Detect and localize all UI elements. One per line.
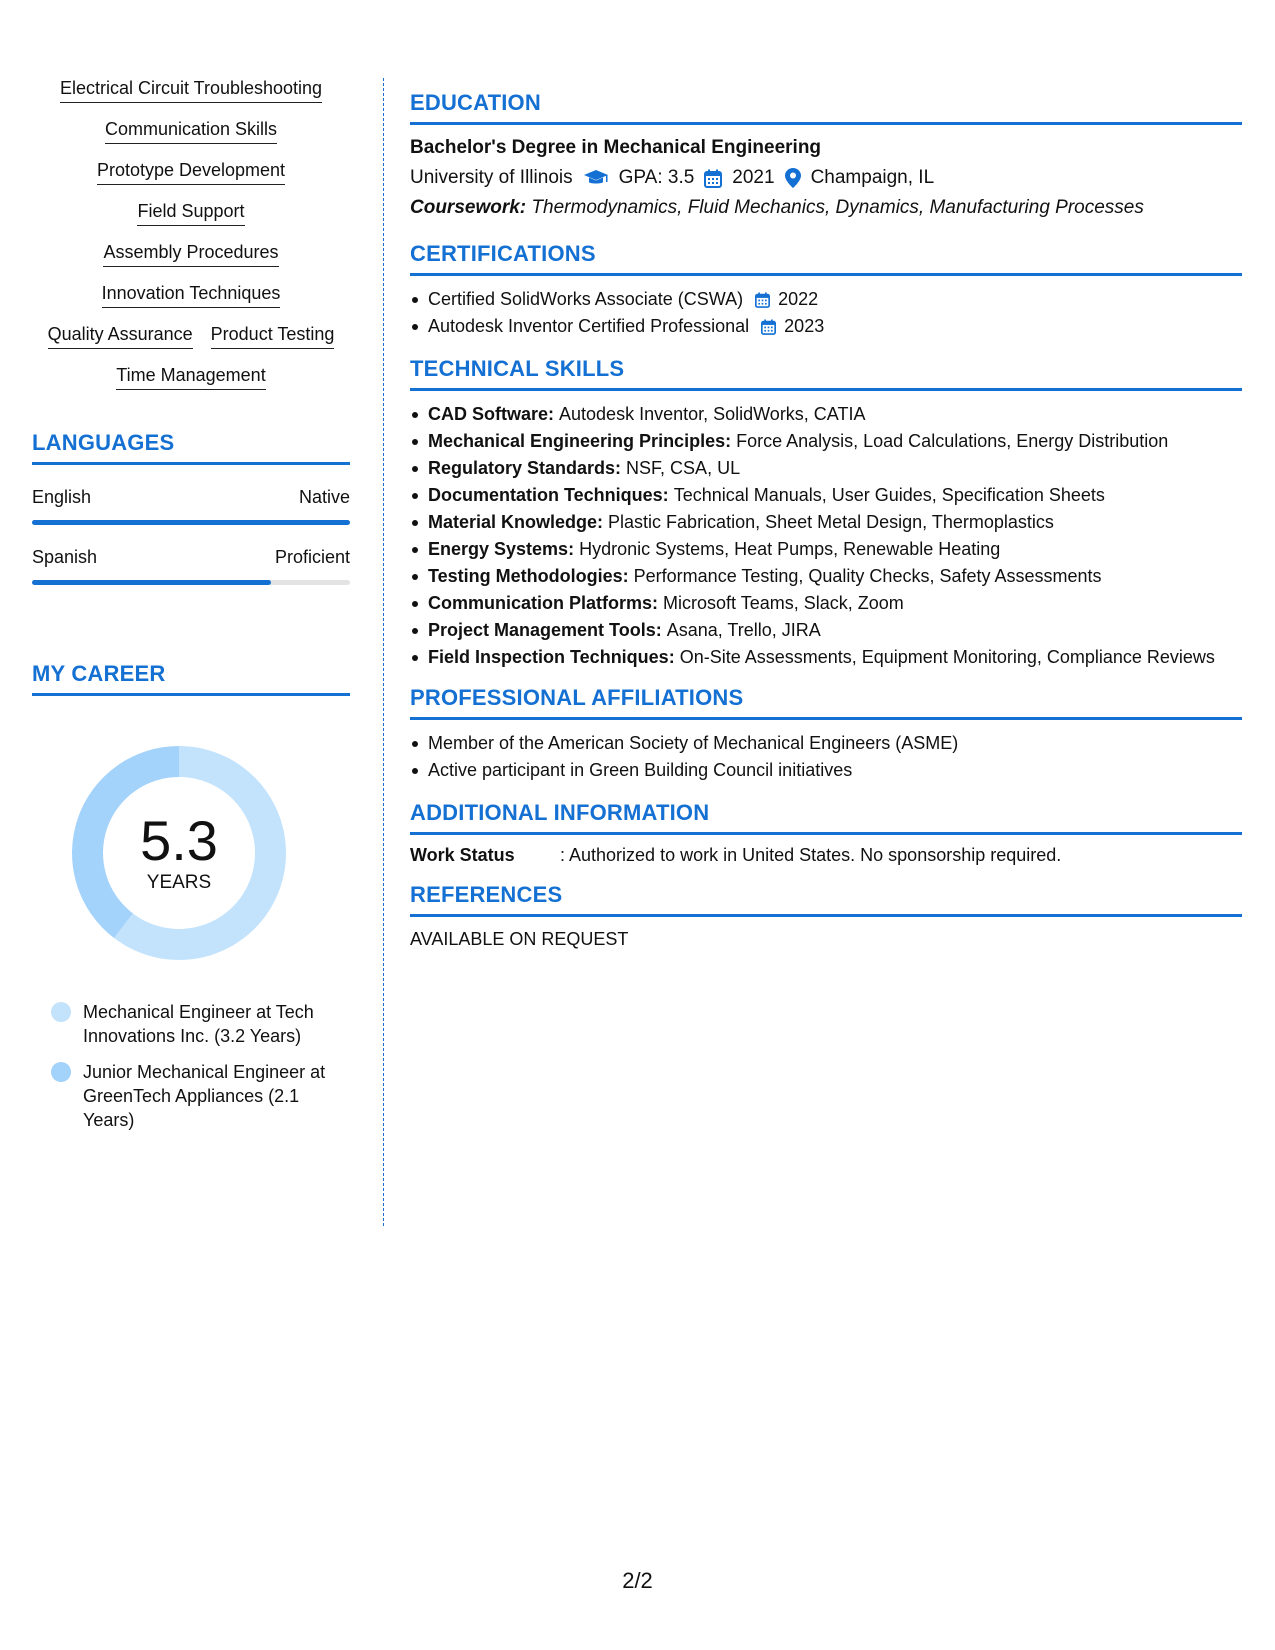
section-rule — [32, 693, 350, 696]
skill-tag: Product Testing — [211, 324, 335, 349]
right-column — [410, 78, 1242, 964]
technical-skill-value: Microsoft Teams, Slack, Zoom — [663, 593, 904, 613]
skills-list — [32, 78, 350, 390]
location-pin-icon — [785, 168, 801, 188]
language-name: Spanish — [32, 547, 98, 567]
skill-row — [32, 324, 350, 349]
legend-item — [51, 1060, 341, 1132]
languages-title: LANGUAGES — [32, 430, 175, 455]
language-proficiency-fill — [32, 580, 271, 585]
language-line — [32, 487, 350, 508]
technical-skill-item — [410, 455, 1242, 482]
technical-skill-item — [410, 509, 1242, 536]
section-rule — [410, 122, 1242, 125]
section-rule — [410, 273, 1242, 276]
certifications-title: CERTIFICATIONS — [410, 241, 596, 266]
language-name: English — [32, 487, 92, 507]
skill-row — [32, 242, 350, 267]
technical-skill-key: Field Inspection Techniques: — [428, 647, 675, 667]
references-text: AVAILABLE ON REQUEST — [410, 929, 629, 949]
education-gpa: GPA: 3.5 — [618, 167, 695, 188]
skill-tag: Communication Skills — [105, 119, 277, 144]
technical-skill-key: Energy Systems: — [428, 539, 575, 559]
certification-item — [410, 286, 1242, 313]
skill-row — [32, 365, 350, 390]
language-proficiency-bar — [32, 520, 350, 525]
career-title: MY CAREER — [32, 661, 166, 686]
education-coursework — [410, 197, 1242, 219]
skill-tag: Innovation Techniques — [102, 283, 281, 308]
certification-year: 2022 — [778, 289, 819, 309]
language-proficiency-fill — [32, 520, 350, 525]
legend-swatch — [51, 1002, 71, 1022]
language-level: Proficient — [274, 547, 350, 567]
education-location: Champaign, IL — [810, 167, 935, 188]
education-school: University of Illinois — [410, 167, 573, 188]
career-legend — [32, 1000, 350, 1132]
skill-tag: Prototype Development — [97, 160, 285, 185]
calendar-icon — [755, 292, 774, 308]
technical-skill-key: Mechanical Engineering Principles: — [428, 431, 732, 451]
skill-tag: Time Management — [116, 365, 265, 390]
technical-skills-section — [410, 356, 1242, 671]
legend-label: Mechanical Engineer at Tech Innovations Inc. (3.2 Years) — [83, 1002, 314, 1046]
technical-skill-key: Material Knowledge: — [428, 512, 604, 532]
technical-skill-item — [410, 536, 1242, 563]
education-section — [410, 90, 1242, 219]
affiliations-list — [410, 730, 1242, 784]
skill-tag: Quality Assurance — [48, 324, 193, 349]
references-section — [410, 882, 1242, 950]
language-line — [32, 547, 350, 568]
certification-date — [755, 286, 818, 313]
coursework-label: Coursework: — [410, 197, 527, 218]
language-level: Native — [298, 487, 350, 507]
technical-skill-key: Project Management Tools: — [428, 620, 662, 640]
section-rule — [410, 717, 1242, 720]
skill-tag: Assembly Procedures — [103, 242, 278, 267]
technical-skill-value: Plastic Fabrication, Sheet Metal Design, Thermoplastics — [608, 512, 1054, 532]
technical-skill-item — [410, 401, 1242, 428]
references-title: REFERENCES — [410, 882, 563, 907]
section-rule — [410, 914, 1242, 917]
legend-item — [51, 1000, 341, 1048]
certification-name: Autodesk Inventor Certified Professional — [428, 316, 750, 336]
certification-year: 2023 — [784, 316, 825, 336]
technical-skill-key: Documentation Techniques: — [428, 485, 669, 505]
technical-skill-value: Autodesk Inventor, SolidWorks, CATIA — [559, 404, 866, 424]
language-item — [32, 487, 350, 525]
career-total-unit: YEARS — [146, 872, 212, 893]
technical-skill-item — [410, 428, 1242, 455]
calendar-icon — [761, 319, 780, 335]
language-proficiency-bar — [32, 580, 350, 585]
technical-skill-value: Performance Testing, Quality Checks, Safety Assessments — [633, 566, 1102, 586]
column-divider — [383, 78, 384, 1226]
career-section — [32, 661, 350, 1132]
certifications-list — [410, 286, 1242, 340]
technical-skill-key: Regulatory Standards: — [428, 458, 622, 478]
graduation-cap-icon — [583, 169, 609, 187]
technical-skill-value: On-Site Assessments, Equipment Monitoring, Compliance Reviews — [679, 647, 1215, 667]
technical-skill-item — [410, 563, 1242, 590]
technical-skill-item — [410, 617, 1242, 644]
technical-skill-key: Communication Platforms: — [428, 593, 659, 613]
section-rule — [410, 832, 1242, 835]
certification-item — [410, 313, 1242, 340]
page-number: 2/2 — [622, 1568, 653, 1593]
education-details — [410, 167, 1242, 189]
technical-skill-value: Technical Manuals, User Guides, Specification Sheets — [673, 485, 1105, 505]
work-status-label: Work Status — [410, 845, 515, 865]
left-column — [32, 78, 350, 1144]
career-total-value: 5.3 — [140, 809, 218, 872]
additional-title: ADDITIONAL INFORMATION — [410, 800, 710, 825]
career-donut-chart — [66, 740, 292, 966]
affiliation-item: Member of the American Society of Mechanical Engineers (ASME) — [410, 730, 1242, 757]
technical-skill-key: Testing Methodologies: — [428, 566, 629, 586]
technical-skill-value: Force Analysis, Load Calculations, Energy Distribution — [736, 431, 1169, 451]
technical-skill-item — [410, 482, 1242, 509]
legend-swatch — [51, 1062, 71, 1082]
skill-row — [32, 160, 350, 185]
languages-section — [32, 430, 350, 585]
affiliations-section — [410, 685, 1242, 784]
languages-list — [32, 487, 350, 585]
technical-skill-item — [410, 590, 1242, 617]
skill-row — [32, 119, 350, 144]
technical-skills-list — [410, 401, 1242, 671]
calendar-icon — [704, 169, 722, 188]
education-degree: Bachelor's Degree in Mechanical Engineering — [410, 137, 822, 158]
legend-label: Junior Mechanical Engineer at GreenTech Appliances (2.1 Years) — [83, 1062, 326, 1130]
certification-date — [761, 313, 824, 340]
education-year: 2021 — [732, 167, 775, 188]
skill-row — [32, 283, 350, 308]
affiliations-title: PROFESSIONAL AFFILIATIONS — [410, 685, 744, 710]
affiliation-item: Active participant in Green Building Council initiatives — [410, 757, 1242, 784]
section-rule — [410, 388, 1242, 391]
skill-row — [32, 78, 350, 103]
language-item — [32, 547, 350, 585]
certification-name: Certified SolidWorks Associate (CSWA) — [428, 289, 744, 309]
education-title: EDUCATION — [410, 90, 541, 115]
technical-skills-title: TECHNICAL SKILLS — [410, 356, 625, 381]
skill-tag: Field Support — [137, 201, 244, 226]
technical-skill-key: CAD Software: — [428, 404, 555, 424]
skill-tag: Electrical Circuit Troubleshooting — [60, 78, 322, 103]
technical-skill-item — [410, 644, 1242, 671]
section-rule — [32, 462, 350, 465]
certifications-section — [410, 241, 1242, 340]
work-status-row — [410, 845, 1242, 866]
work-status-value: : Authorized to work in United States. No sponsorship required. — [560, 845, 1062, 865]
additional-section — [410, 800, 1242, 866]
skill-row — [32, 201, 350, 226]
technical-skill-value: Asana, Trello, JIRA — [666, 620, 821, 640]
donut-center — [66, 740, 292, 966]
technical-skill-value: Hydronic Systems, Heat Pumps, Renewable Heating — [579, 539, 1001, 559]
technical-skill-value: NSF, CSA, UL — [626, 458, 741, 478]
coursework-value: Thermodynamics, Fluid Mechanics, Dynamics, Manufacturing Processes — [531, 197, 1144, 218]
